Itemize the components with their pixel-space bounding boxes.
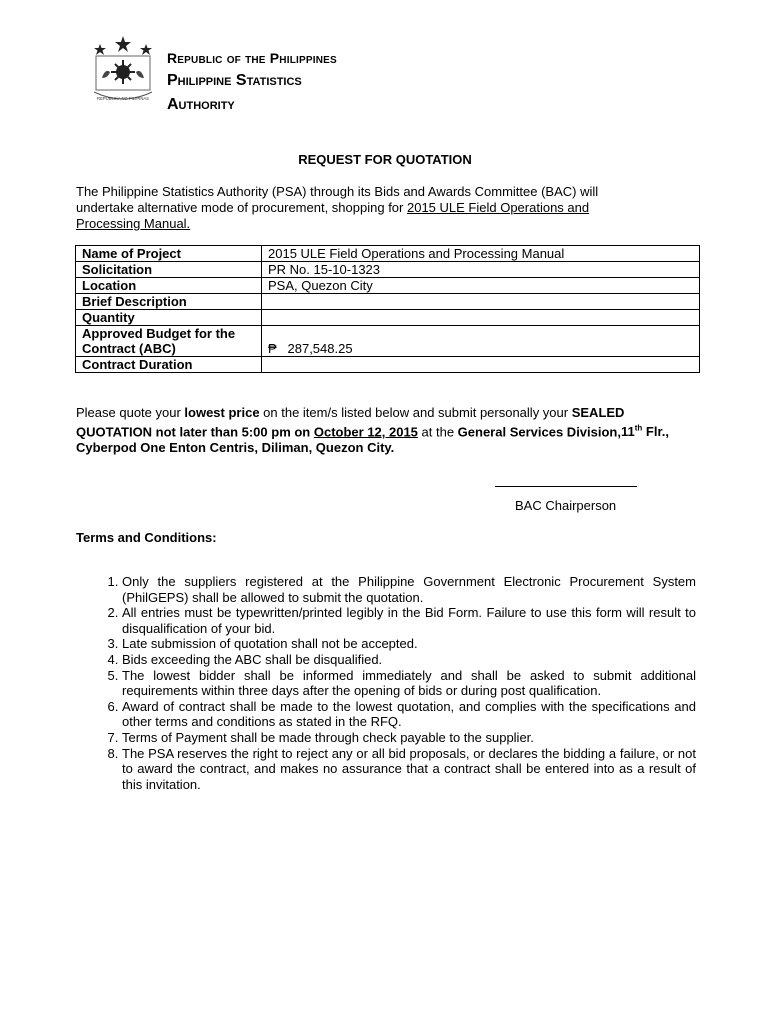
list-item: 3. Late submission of quotation shall not be accepted. xyxy=(122,636,696,652)
intro-text: The Philippine Statistics Authority (PSA) through its Bids and Awards Committee (BAC) will undertake alternative mode of procurement, shopping for xyxy=(76,184,599,215)
quote-address: Flr., Cyberpod One Enton Centris, Diliman, Quezon City. xyxy=(76,424,670,456)
project-details-table xyxy=(75,245,700,373)
agency-line-republic: Republic of the Philippines xyxy=(167,50,337,66)
quote-floor-number: 11 xyxy=(620,424,635,440)
seal-star-icon xyxy=(115,36,131,52)
cell-label: Approved Budget for the Contract (ABC) xyxy=(76,326,262,357)
list-item: 6. Award of contract shall be made to the lowest quotation, and complies with the specifications and other terms and conditions as stated in the RFQ. xyxy=(122,699,696,730)
list-item: 8. The PSA reserves the right to reject any or all bid proposals, or declares the bidding a failure, or not to award the contract, and makes no assurance that a contract shall be entered into as a result of this invitation. xyxy=(122,746,696,793)
seal-star-icon xyxy=(94,44,106,55)
seal-star-icon xyxy=(140,44,152,55)
cell-value: 2015 ULE Field Operations and Processing Manual xyxy=(262,246,700,262)
table-row xyxy=(76,357,700,373)
signature-line xyxy=(495,486,637,487)
signature-title: BAC Chairperson xyxy=(515,498,617,513)
list-item: 4. Bids exceeding the ABC shall be disqualified. xyxy=(122,652,696,668)
cell-value: PR No. 15-10-1323 xyxy=(262,262,700,278)
cell-label: Quantity xyxy=(76,310,262,326)
cell-label: Brief Description xyxy=(76,294,262,310)
quote-lowest-price: lowest price xyxy=(184,405,260,420)
cell-label: Solicitation xyxy=(76,262,262,278)
list-item: 1. Only the suppliers registered at the Philippine Government Electronic Procurement System (PhilGEPS) shall be allowed to submit the quotation. xyxy=(122,574,696,605)
table-row xyxy=(76,278,700,294)
cell-label: Contract Duration xyxy=(76,357,262,373)
seal-text: REPUBLIKA NG PILIPINAS xyxy=(97,96,149,101)
psa-seal-logo xyxy=(88,34,158,106)
quote-floor-suffix: th xyxy=(634,424,643,433)
table-row xyxy=(76,262,700,278)
cell-label: Name of Project xyxy=(76,246,262,262)
intro-project-name: 2015 ULE Field Operations and Processing Manual. xyxy=(76,200,590,231)
quote-text: Please quote your xyxy=(76,405,185,420)
quote-division: General Services Division, xyxy=(457,424,621,440)
cell-value xyxy=(262,310,700,326)
quote-deadline: October 12, 2015 xyxy=(313,424,418,440)
list-item: 2. All entries must be typewritten/printed legibly in the Bid Form. Failure to use this form will result to disqualification of your bid. xyxy=(122,605,696,636)
list-item: 5. The lowest bidder shall be informed immediately and shall be asked to submit additional requirements within three days after the opening of bids or during post qualification. xyxy=(122,668,696,699)
seal-sun-icon xyxy=(111,60,135,84)
cell-label: Location xyxy=(76,278,262,294)
table-row xyxy=(76,326,700,357)
quote-text: at the xyxy=(417,424,458,440)
cell-value xyxy=(262,357,700,373)
intro-paragraph xyxy=(76,184,656,232)
page-title: REQUEST FOR QUOTATION xyxy=(298,152,472,167)
quote-sealed: SEALED QUOTATION not later than 5:00 pm on xyxy=(76,405,625,440)
table-row xyxy=(76,310,700,326)
cell-value-abc: ₱ 287,548.25 xyxy=(262,326,700,357)
table-row xyxy=(76,294,700,310)
quote-text: on the item/s listed below and submit personally your xyxy=(259,405,572,420)
quotation-instructions xyxy=(76,405,701,456)
table-row xyxy=(76,246,700,262)
agency-line-psa: Philippine Statistics xyxy=(167,72,302,89)
terms-list xyxy=(76,574,696,792)
list-item: 7. Terms of Payment shall be made through check payable to the supplier. xyxy=(122,730,696,746)
agency-line-authority: Authority xyxy=(167,96,235,113)
terms-heading: Terms and Conditions: xyxy=(76,530,217,545)
cell-value xyxy=(262,294,700,310)
cell-value: PSA, Quezon City xyxy=(262,278,700,294)
